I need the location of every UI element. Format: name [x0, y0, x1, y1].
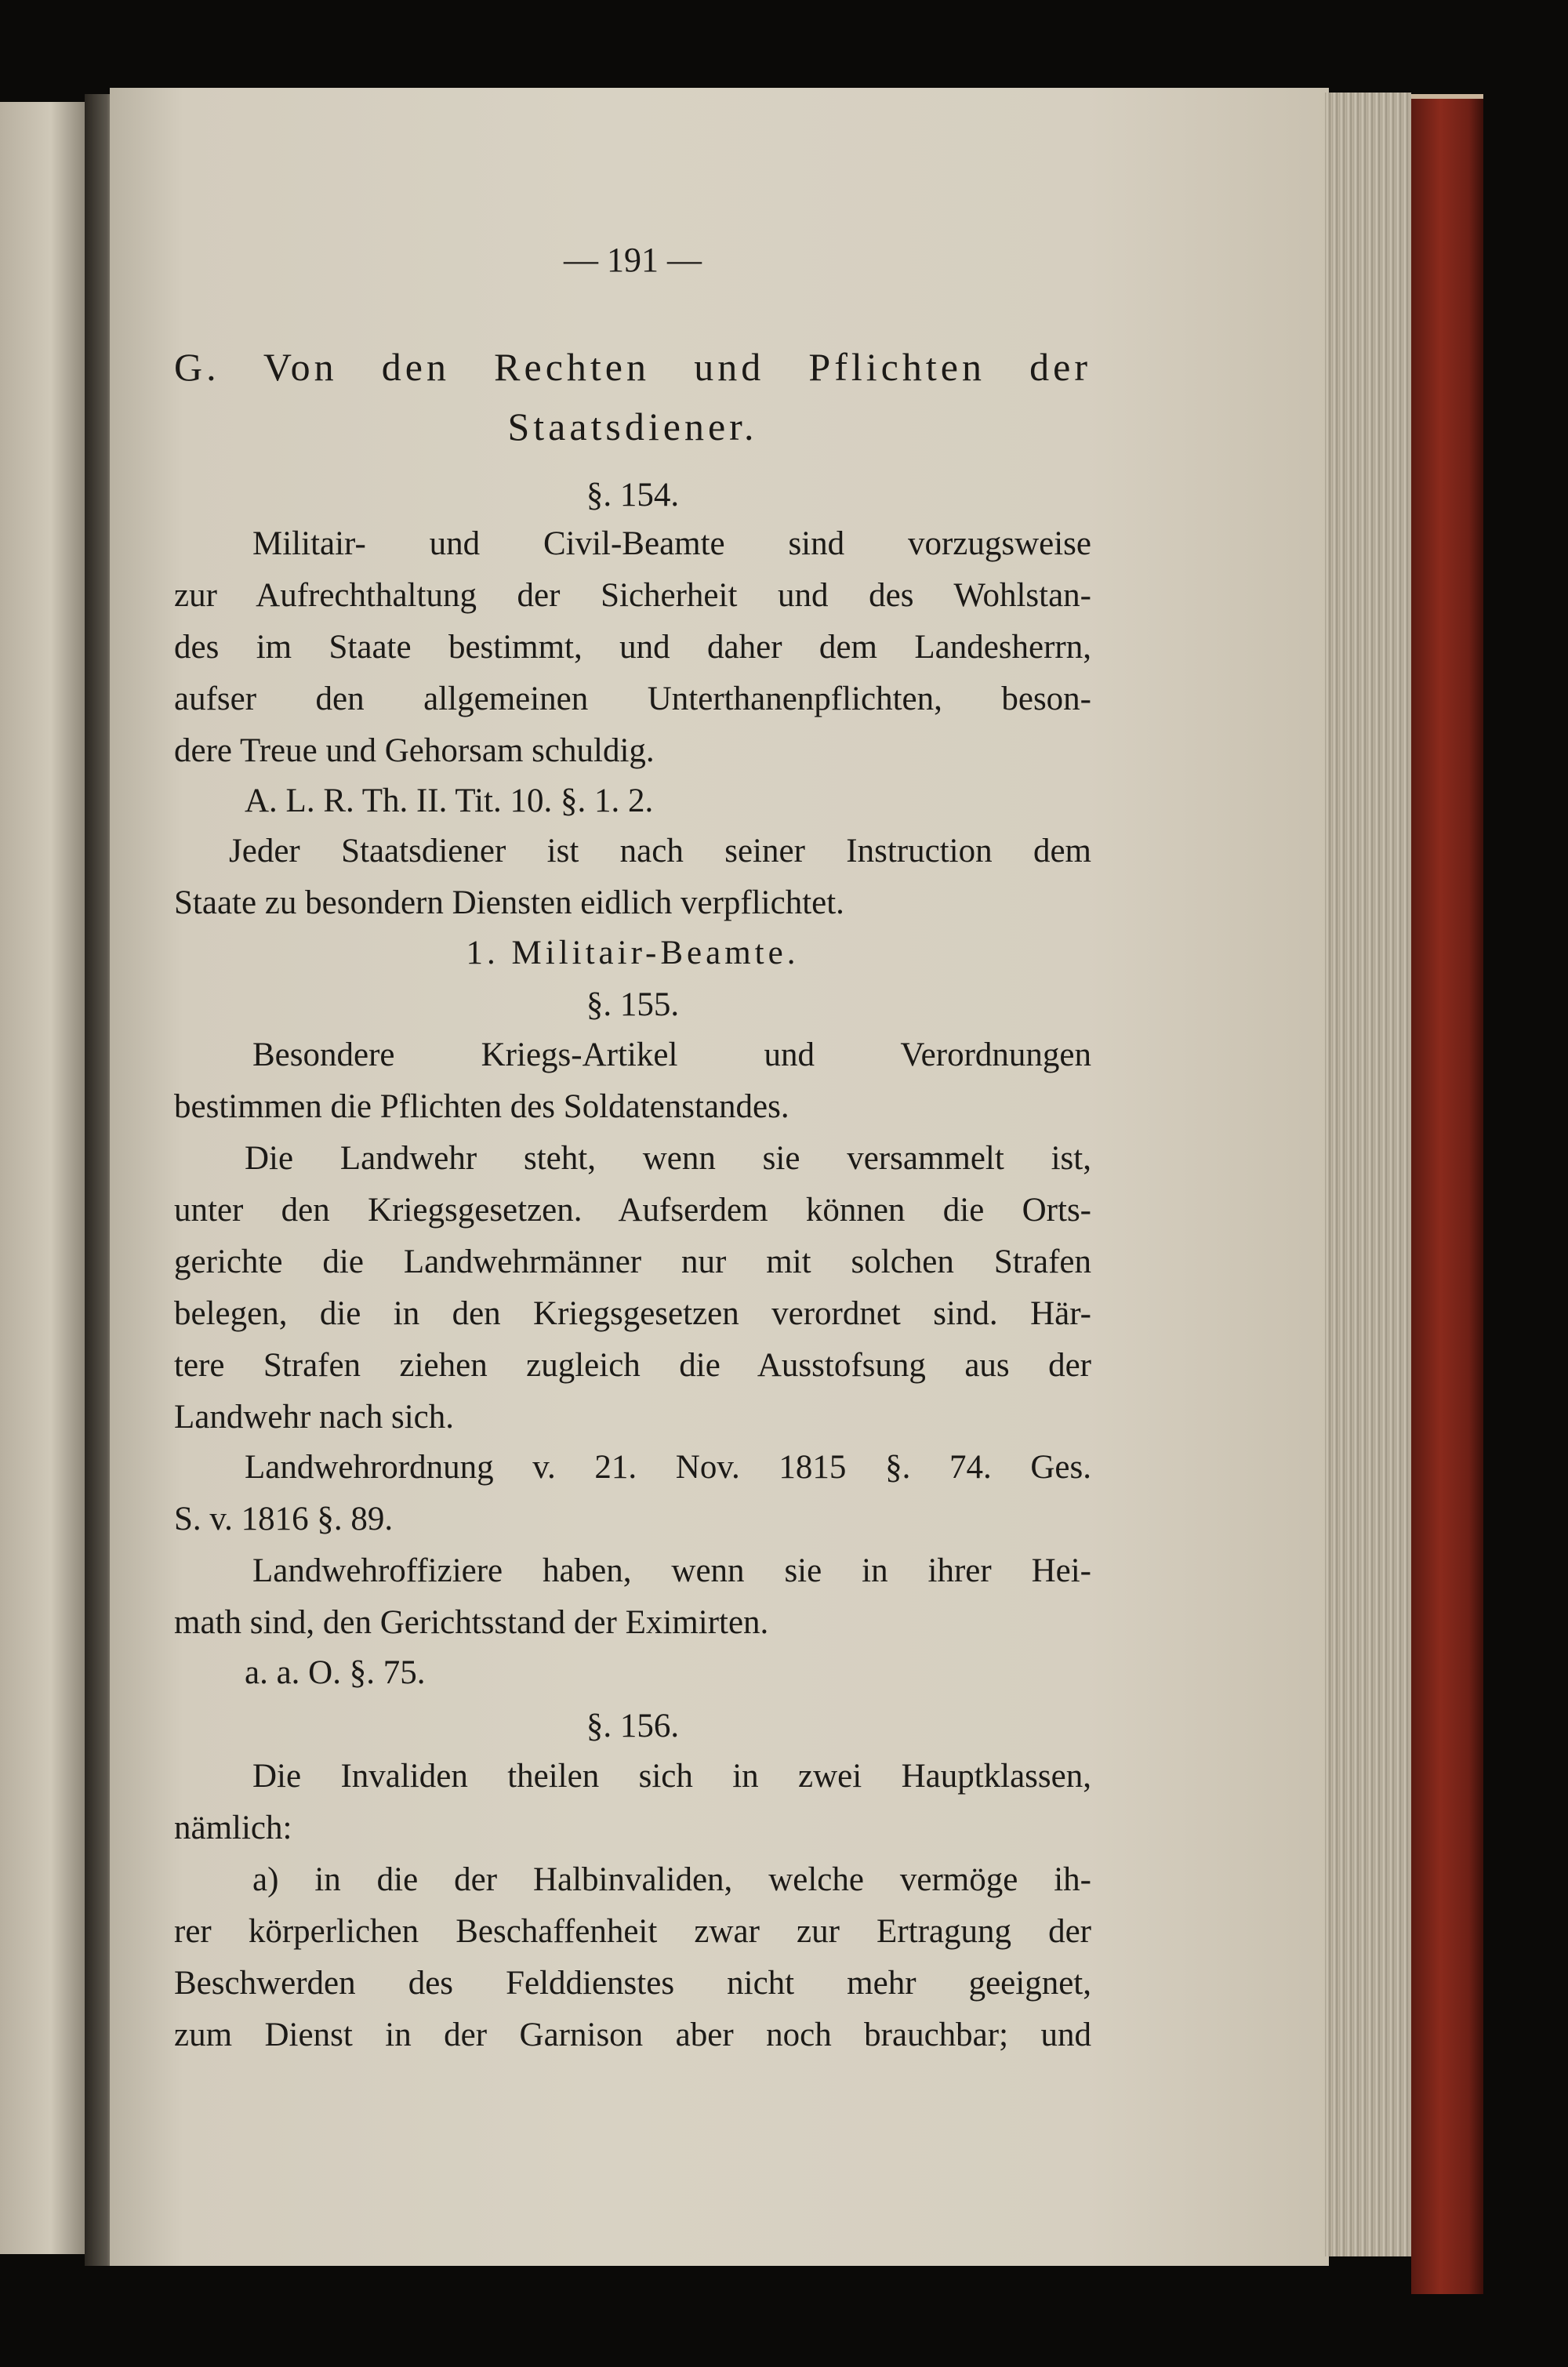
text-line: Jeder Staatsdiener ist nach seiner Instruction dem: [229, 833, 1091, 869]
text-line: gerichte die Landwehrmänner nur mit solchen Strafen: [174, 1243, 1091, 1280]
citation: S. v. 1816 §. 89.: [174, 1501, 394, 1537]
text-line: dere Treue und Gehorsam schuldig.: [174, 732, 655, 769]
text-line: aufser den allgemeinen Unterthanenpflichten, beson-: [174, 681, 1091, 717]
paragraph-number: §. 154.: [586, 477, 680, 514]
text-line: Militair- und Civil-Beamte sind vorzugsweise: [252, 525, 1091, 562]
text-line: belegen, die in den Kriegsgesetzen verordnet sind. Här-: [174, 1295, 1091, 1332]
citation: a. a. O. §. 75.: [245, 1654, 426, 1691]
text-line: zum Dienst in der Garnison aber noch brauchbar; und: [174, 2017, 1091, 2053]
text-line: bestimmen die Pflichten des Soldatenstandes.: [174, 1088, 789, 1125]
text-line: Besondere Kriegs-Artikel und Verordnungen: [252, 1036, 1091, 1073]
text-line: zur Aufrechthaltung der Sicherheit und des Wohlstan-: [174, 577, 1091, 614]
text-line: nämlich:: [174, 1810, 292, 1846]
subsection-heading: 1. Militair-Beamte.: [466, 935, 800, 971]
text-line: Die Invaliden theilen sich in zwei Hauptklassen,: [252, 1758, 1091, 1795]
page-number: — 191 —: [564, 241, 702, 279]
text-line: Beschwerden des Felddienstes nicht mehr geeignet,: [174, 1965, 1091, 2002]
section-heading-line-1: G. Von den Rechten und Pflichten der: [174, 345, 1091, 389]
citation: Landwehrordnung v. 21. Nov. 1815 §. 74. Ges.: [245, 1449, 1091, 1486]
text-line: math sind, den Gerichtsstand der Eximirten.: [174, 1604, 769, 1641]
text-line: Die Landwehr steht, wenn sie versammelt ist,: [245, 1140, 1091, 1177]
text-line: Staate zu besondern Diensten eidlich verpflichtet.: [174, 884, 844, 921]
paragraph-number: §. 155.: [586, 986, 680, 1023]
book-cover-edge: [1411, 94, 1483, 2294]
citation: A. L. R. Th. II. Tit. 10. §. 1. 2.: [245, 782, 654, 819]
text-line: Landwehr nach sich.: [174, 1399, 454, 1436]
text-line: rer körperlichen Beschaffenheit zwar zur Ertragung der: [174, 1913, 1091, 1950]
text-line: unter den Kriegsgesetzen. Aufserdem können die Orts-: [174, 1192, 1091, 1229]
section-heading-line-2: Staatsdiener.: [507, 405, 758, 448]
page-fore-edge: [1325, 93, 1411, 2256]
facing-page-edge: [0, 102, 85, 2254]
text-line: a) in die der Halbinvaliden, welche vermöge ih-: [252, 1861, 1091, 1898]
paragraph-number: §. 156.: [586, 1708, 680, 1744]
text-line: tere Strafen ziehen zugleich die Ausstofsung aus der: [174, 1347, 1091, 1384]
text-line: des im Staate bestimmt, und daher dem Landesherrn,: [174, 629, 1091, 666]
text-line: Landwehroffiziere haben, wenn sie in ihrer Hei-: [252, 1552, 1091, 1589]
